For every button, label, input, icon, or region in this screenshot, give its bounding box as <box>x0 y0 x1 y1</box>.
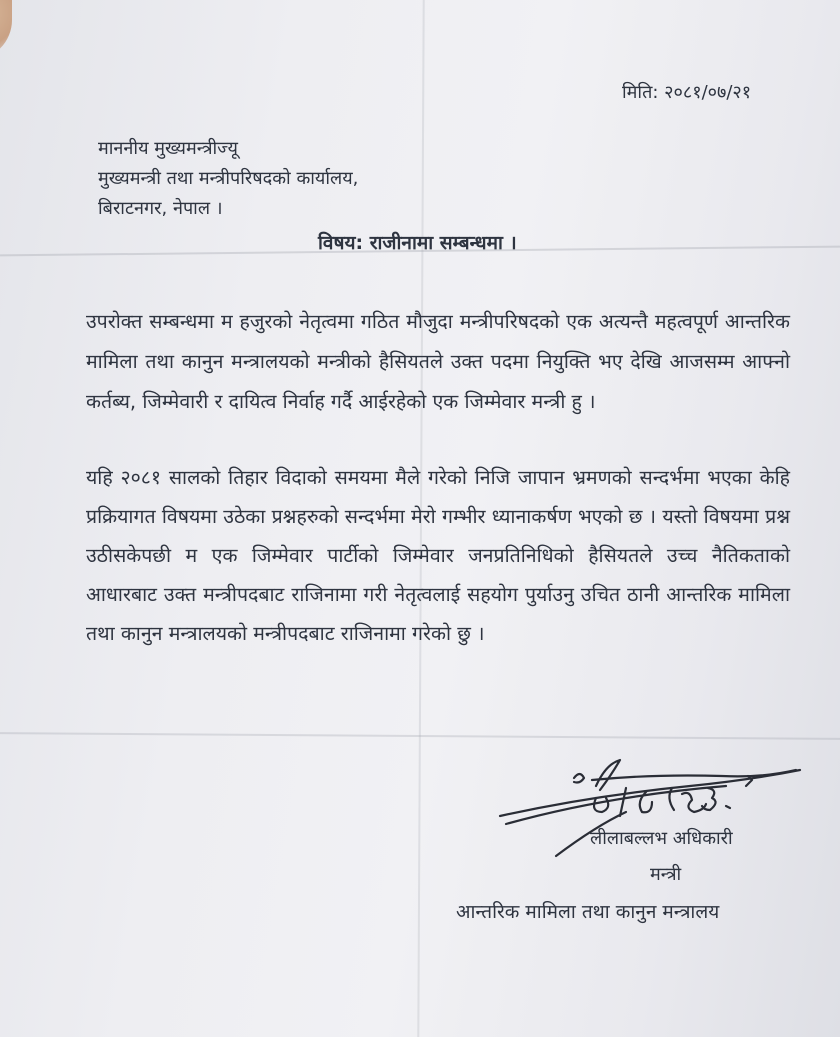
signatory-title: मन्त्री <box>650 864 682 885</box>
letter-date: मिति: २०८१/०७/२१ <box>622 82 752 103</box>
paper-fold-line <box>0 732 840 740</box>
recipient-line-1: माननीय मुख्यमन्त्रीज्यू <box>98 138 238 159</box>
letter-subject: विषय: राजीनामा सम्बन्धमा । <box>318 232 517 254</box>
recipient-line-2: मुख्यमन्त्री तथा मन्त्रीपरिषदको कार्यालय, <box>98 168 359 189</box>
signatory-ministry: आन्तरिक मामिला तथा कानुन मन्त्रालय <box>456 901 720 923</box>
body-paragraph-2: यहि २०८१ सालको तिहार विदाको समयमा मैले गरेको निजि जापान भ्रमणको सन्दर्भमा भएका केहि प्रक्रियागत विषयमा उठेका प्रश्नहरुको सन्दर्भमा मेरो गम्भीर ध्यानाकर्षण भएको छ । यस्तो विषयमा प्रश्न उठीसकेपछी म एक जिम्मेवार पार्टीको जिम्मेवार जनप्रतिनिधिको हैसियतले उच्च नैतिकताको आधारबाट उक्त मन्त्रीपदबाट राजिनामा गरी नेतृत्वलाई सहयोग पुर्याउनु उचित ठानी आन्तरिक मामिला तथा कानुन मन्त्रालयको मन्त्रीपदबाट राजिनामा गरेको छु । <box>86 466 790 645</box>
recipient-line-3: बिराटनगर, नेपाल । <box>98 198 223 219</box>
signatory-name: लीलाबल्लभ अधिकारी <box>590 828 733 849</box>
thumb-at-corner <box>0 0 12 60</box>
body-paragraph-1: उपरोक्त सम्बन्धमा म हजुरको नेतृत्वमा गठित मौजुदा मन्त्रीपरिषदको एक अत्यन्तै महत्वपूर्ण आन्तरिक मामिला तथा कानुन मन्त्रालयको मन्त्रीको हैसियतले उक्त पदमा नियुक्ति भए देखि आजसम्म आफ्नो कर्तब्य, जिम्मेवारी र दायित्व निर्वाह गर्दै आईरहेको एक जिम्मेवार मन्त्री हु । <box>86 310 790 413</box>
